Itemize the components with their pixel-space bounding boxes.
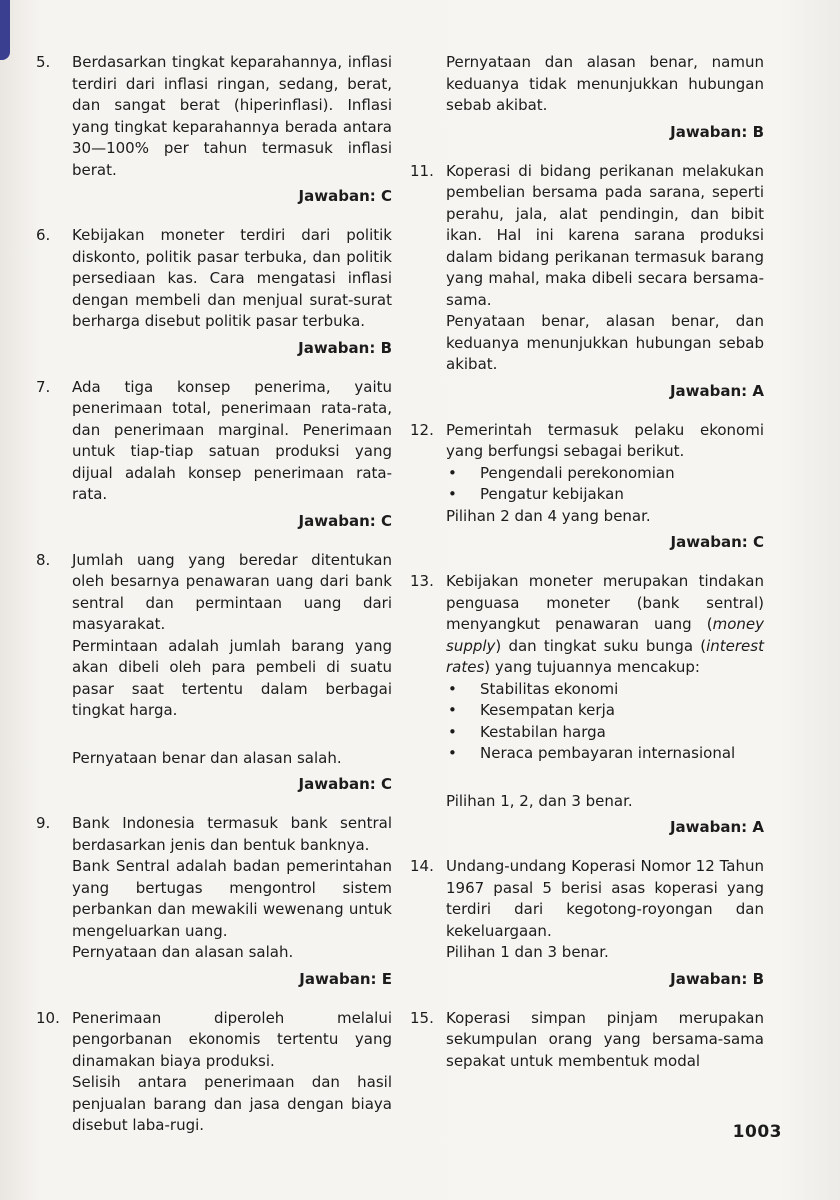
answer-label: Jawaban: C bbox=[298, 187, 392, 205]
answer-label: Jawaban: C bbox=[298, 775, 392, 793]
item-verdict: Pernyataan dan alasan benar, namun keduanya tidak menunjukkan hubungan sebab akibat. bbox=[446, 53, 764, 114]
item-7 bbox=[36, 377, 392, 532]
answer-label: Jawaban: B bbox=[670, 969, 764, 988]
list-item: • Neraca pembayaran internasional bbox=[446, 743, 764, 765]
item-13 bbox=[410, 571, 764, 838]
left-column bbox=[36, 52, 392, 1137]
answer-label: Jawaban: B bbox=[670, 122, 764, 141]
item-text: Pemerintah termasuk pelaku ekonomi yang berfungsi sebagai berikut. bbox=[446, 420, 764, 460]
item-number: 9. bbox=[36, 814, 51, 832]
item-number: 6. bbox=[36, 226, 51, 244]
right-column bbox=[410, 52, 764, 1072]
bullet-list bbox=[446, 679, 764, 765]
answer-label: Jawaban: C bbox=[670, 533, 764, 551]
list-item: • Kesempatan kerja bbox=[446, 700, 764, 722]
item-11 bbox=[410, 161, 764, 402]
item-text-reason: Permintaan adalah jumlah barang yang akan dibeli oleh para pembeli di suatu pasar saat tertentu dalam berbagai tingkat harga. bbox=[72, 636, 392, 719]
item-number: 15. bbox=[410, 1008, 434, 1027]
item-number: 11. bbox=[410, 161, 434, 180]
item-12 bbox=[410, 420, 764, 554]
item-text: Jumlah uang yang beredar ditentukan oleh besarnya penawaran uang dari bank sentral dan permintaan uang dari masyarakat. bbox=[72, 550, 392, 633]
item-10 bbox=[36, 1008, 392, 1137]
item-verdict: Penyataan benar, alasan benar, dan keduanya menunjukkan hubungan sebab akibat. bbox=[446, 312, 764, 373]
item-text: Bank Indonesia termasuk bank sentral berdasarkan jenis dan bentuk banknya. bbox=[72, 814, 392, 854]
item-text: Koperasi simpan pinjam merupakan sekumpulan orang yang bersama-sama sepakat untuk membentuk modal bbox=[446, 1008, 764, 1070]
list-item: • Kestabilan harga bbox=[446, 722, 764, 744]
item-verdict: Pernyataan dan alasan salah. bbox=[72, 943, 294, 961]
item-14 bbox=[410, 856, 764, 990]
italic-term: money supply bbox=[446, 615, 764, 655]
answer-label: Jawaban: A bbox=[669, 818, 764, 836]
list-item: • Stabilitas ekonomi bbox=[446, 679, 764, 701]
list-item: • Pengatur kebijakan bbox=[446, 484, 764, 506]
item-number: 7. bbox=[36, 377, 51, 396]
text-segment: ) dan tingkat suku bunga ( bbox=[495, 636, 707, 655]
answer-label: Jawaban: C bbox=[298, 511, 392, 530]
answer-label: Jawaban: B bbox=[298, 338, 392, 357]
item-text: Koperasi di bidang perikanan melakukan pembelian bersama pada sarana, seperti perahu, jala, alat pendingin, dan bibit ikan. Hal ini karena sarana produksi dalam bidang perikanan termasuk barang yang mahal, maka dibeli secara bersama-sama. bbox=[446, 161, 764, 309]
binding-edge bbox=[0, 0, 10, 60]
item-9 bbox=[36, 813, 392, 990]
item-text-reason: Bank Sentral adalah badan pemerintahan yang bertugas mengontrol sistem perbankan dan mewakili wewenang untuk mengeluarkan uang. bbox=[72, 857, 392, 940]
item-15 bbox=[410, 1008, 764, 1073]
list-item: • Pengendali perekonomian bbox=[446, 463, 764, 485]
item-verdict: Pernyataan benar dan alasan salah. bbox=[72, 748, 342, 767]
item-number: 12. bbox=[410, 420, 434, 439]
item-text: Undang-undang Koperasi Nomor 12 Tahun 1967 pasal 5 berisi asas koperasi yang terdiri dari kegotong-royongan dan kekeluargaan. bbox=[446, 857, 764, 940]
item-number: 8. bbox=[36, 550, 51, 569]
item-text: Kebijakan moneter terdiri dari politik diskonto, politik pasar terbuka, dan politik persediaan kas. Cara mengatasi inflasi dengan membeli dan menjual surat-surat berharga disebut politik pasar terbuka. bbox=[72, 226, 392, 330]
item-6 bbox=[36, 225, 392, 359]
item-5 bbox=[36, 52, 392, 207]
item-verdict: Pilihan 1, 2, dan 3 benar. bbox=[446, 791, 633, 810]
text-segment: ) yang tujuannya mencakup: bbox=[484, 658, 700, 676]
item-10-continued bbox=[410, 52, 764, 143]
item-number: 10. bbox=[36, 1008, 60, 1027]
italic-term: interest rates bbox=[446, 636, 764, 676]
bullet-list bbox=[446, 463, 764, 506]
item-text bbox=[446, 571, 764, 679]
page-number: 1003 bbox=[732, 1122, 782, 1142]
item-text: Penerimaan diperoleh melalui pengorbanan ekonomis tertentu yang dinamakan biaya produksi. bbox=[72, 1008, 392, 1070]
item-text: Ada tiga konsep penerima, yaitu penerimaan total, penerimaan rata-rata, dan penerimaan marginal. Penerimaan untuk tiap-tiap satuan produksi yang dijual adalah konsep penerimaan rata-rata. bbox=[72, 377, 392, 503]
answer-label: Jawaban: A bbox=[669, 381, 764, 400]
item-number: 5. bbox=[36, 53, 51, 71]
text-segment: Kebijakan moneter merupakan tindakan penguasa moneter (bank sentral) menyangkut penawaran uang ( bbox=[446, 572, 764, 633]
item-number: 13. bbox=[410, 572, 434, 590]
item-8 bbox=[36, 550, 392, 796]
item-verdict: Pilihan 1 dan 3 benar. bbox=[446, 943, 609, 961]
item-number: 14. bbox=[410, 857, 434, 875]
item-text: Berdasarkan tingkat keparahannya, inflasi terdiri dari inflasi ringan, sedang, berat, dan sangat berat (hiperinflasi). Inflasi yang tingkat keparahannya berada antara 30—100% per tahun termasuk inflasi berat. bbox=[72, 53, 392, 179]
answer-label: Jawaban: E bbox=[299, 969, 392, 988]
item-text-reason: Selisih antara penerimaan dan hasil penjualan barang dan jasa dengan biaya disebut laba-rugi. bbox=[72, 1073, 392, 1134]
item-verdict: Pilihan 2 dan 4 yang benar. bbox=[446, 506, 651, 525]
